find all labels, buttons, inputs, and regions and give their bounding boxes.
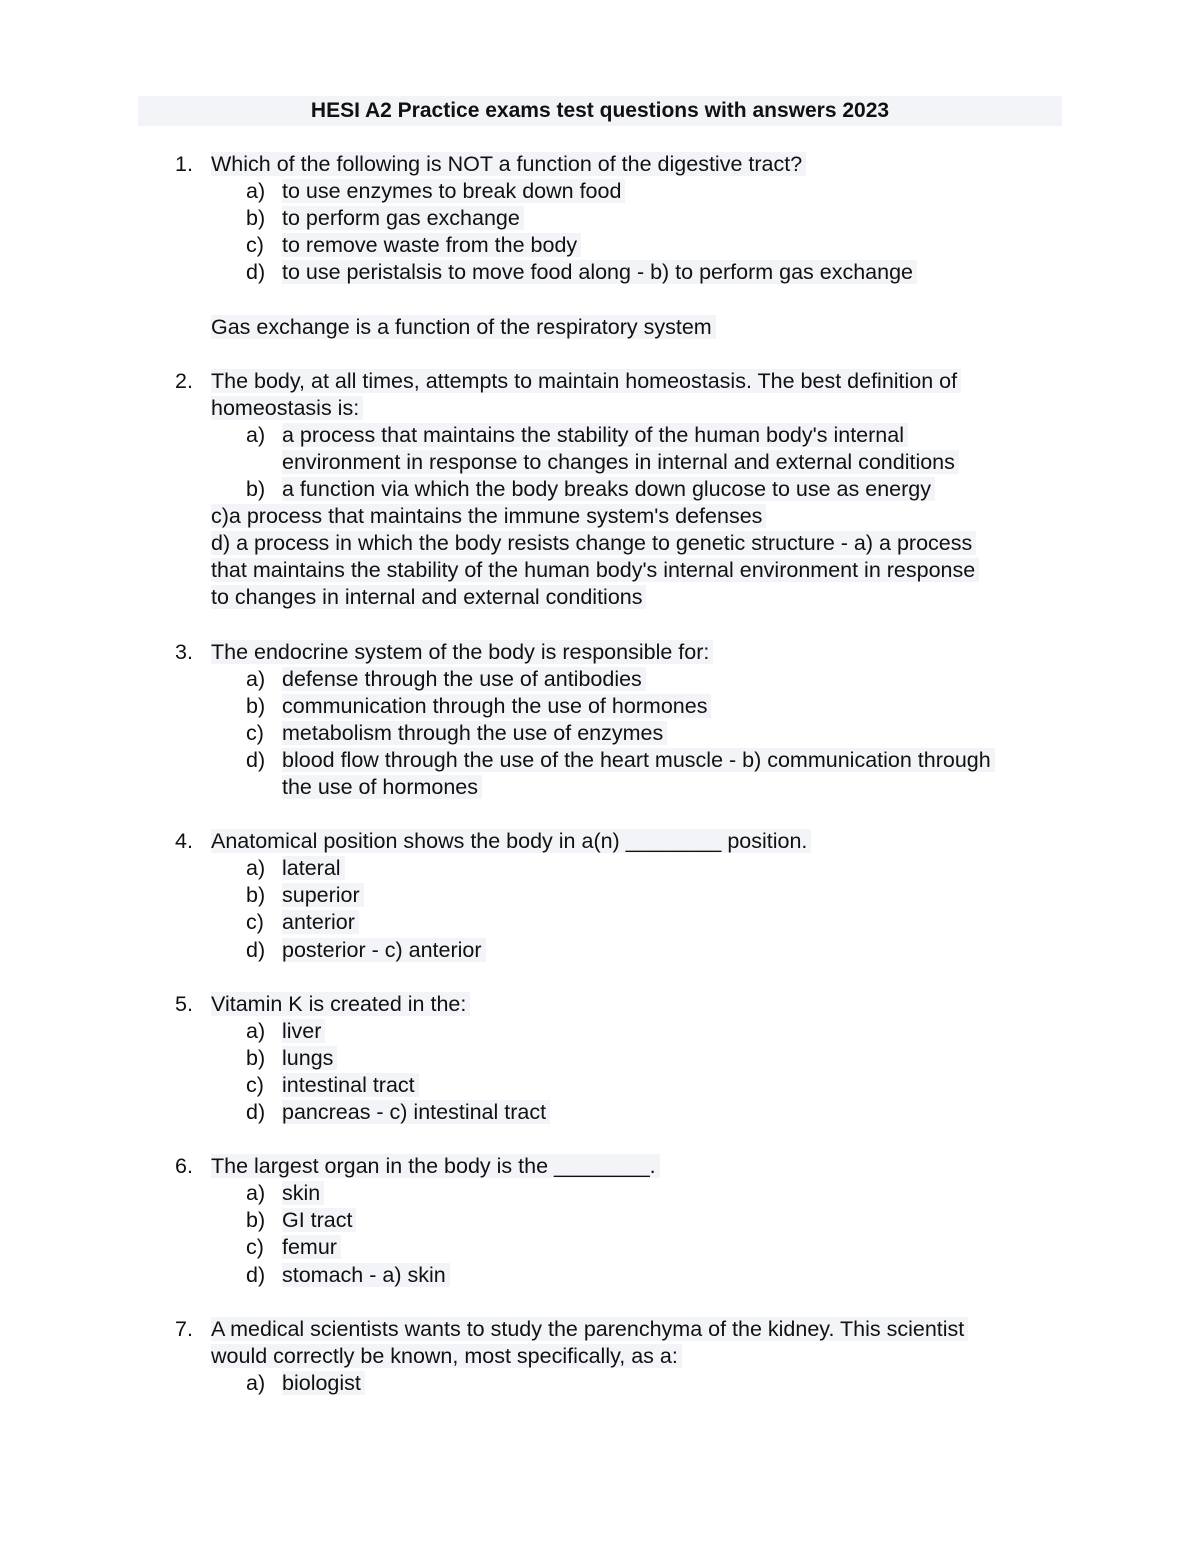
option-text: intestinal tract	[282, 1072, 419, 1099]
option-text: to use peristalsis to move food along - b) to perform gas exchange	[282, 259, 917, 286]
option-text: to use enzymes to break down food	[282, 178, 625, 205]
document-title: HESI A2 Practice exams test questions with answers 2023	[310, 99, 890, 122]
option-letter: a)	[246, 1370, 266, 1395]
question-number: 4.	[175, 829, 193, 854]
option-text: anterior	[282, 909, 359, 936]
option-letter: b)	[246, 477, 266, 501]
option-letter: d)	[246, 937, 266, 962]
option-text: to perform gas exchange	[282, 205, 524, 232]
question-number: 1.	[175, 152, 193, 176]
option-text: to changes in internal and external conditions	[211, 584, 646, 611]
option-text: to remove waste from the body	[282, 232, 581, 259]
option-text: the use of hormones	[282, 774, 482, 801]
option-letter: b)	[246, 1208, 266, 1233]
option-letter: a)	[246, 1018, 266, 1043]
option-text: a function via which the body breaks down glucose to use as energy	[282, 476, 935, 503]
option-text: that maintains the stability of the human body's internal environment in response	[211, 557, 979, 584]
option-letter: c)	[246, 910, 264, 935]
option-text: metabolism through the use of enzymes	[282, 720, 667, 747]
option-text: pancreas - c) intestinal tract	[282, 1099, 550, 1126]
option-letter: d)	[246, 747, 266, 772]
option-letter: a)	[246, 1181, 266, 1206]
option-text: liver	[282, 1018, 325, 1045]
option-text: blood flow through the use of the heart muscle - b) communication through	[282, 747, 995, 774]
question-number: 7.	[175, 1316, 193, 1341]
question-stem: Anatomical position shows the body in a(n) ________ position.	[211, 828, 811, 855]
option-letter: c)	[246, 1072, 264, 1097]
option-letter: d)	[246, 1100, 266, 1124]
option-text: stomach - a) skin	[282, 1262, 450, 1289]
question-stem: The endocrine system of the body is responsible for:	[211, 639, 713, 666]
option-letter: c)	[246, 233, 264, 258]
option-text: skin	[282, 1180, 324, 1207]
option-letter: a)	[246, 856, 266, 881]
question-number: 3.	[175, 639, 193, 664]
question-stem: homeostasis is:	[211, 395, 363, 422]
question-stem: The largest organ in the body is the ________.	[211, 1153, 660, 1180]
question-stem: Which of the following is NOT a function of the digestive tract?	[211, 151, 806, 178]
option-letter: a)	[246, 666, 266, 691]
option-letter: b)	[246, 883, 266, 908]
option-letter: a)	[246, 422, 266, 447]
option-text: lungs	[282, 1045, 337, 1072]
question-stem: A medical scientists wants to study the parenchyma of the kidney. This scientist	[211, 1316, 968, 1343]
option-letter: b)	[246, 1045, 266, 1070]
option-letter: b)	[246, 693, 266, 718]
option-letter: a)	[246, 179, 266, 204]
option-text: GI tract	[282, 1207, 356, 1234]
option-letter: d)	[246, 260, 266, 285]
option-text: superior	[282, 882, 364, 909]
option-text: d) a process in which the body resists change to genetic structure - a) a process	[211, 530, 976, 557]
option-text: lateral	[282, 855, 345, 882]
option-text: femur	[282, 1234, 341, 1261]
option-text: posterior - c) anterior	[282, 937, 486, 964]
question-stem: The body, at all times, attempts to maintain homeostasis. The best definition of	[211, 368, 961, 395]
option-text: a process that maintains the stability of the human body's internal	[282, 422, 908, 449]
option-text: defense through the use of antibodies	[282, 666, 646, 693]
option-text: communication through the use of hormones	[282, 693, 711, 720]
question-number: 5.	[175, 991, 193, 1016]
question-stem: would correctly be known, most specifically, as a:	[211, 1343, 682, 1370]
answer-explanation: Gas exchange is a function of the respiratory system	[211, 314, 716, 341]
option-letter: c)	[246, 1235, 264, 1260]
option-text: c)a process that maintains the immune system's defenses	[211, 503, 766, 530]
option-text: biologist	[282, 1370, 365, 1397]
option-letter: b)	[246, 206, 266, 231]
question-number: 6.	[175, 1154, 193, 1179]
question-stem: Vitamin K is created in the:	[211, 991, 470, 1018]
option-letter: d)	[246, 1262, 266, 1287]
option-text: environment in response to changes in internal and external conditions	[282, 449, 959, 476]
option-letter: c)	[246, 720, 264, 745]
question-number: 2.	[175, 368, 193, 393]
